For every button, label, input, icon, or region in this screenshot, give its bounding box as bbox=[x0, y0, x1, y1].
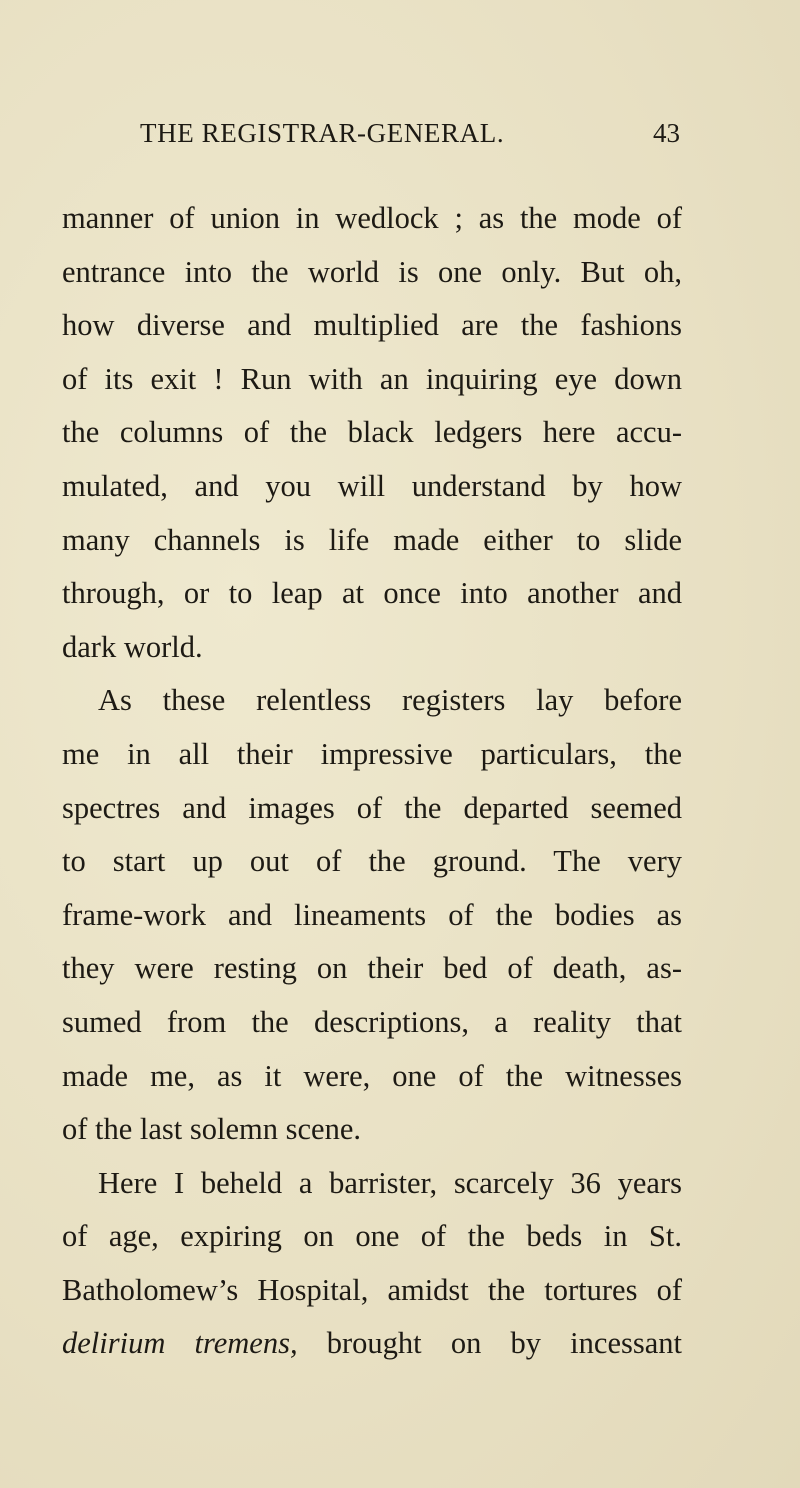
text-line: manner of union in wedlock ; as the mode of bbox=[62, 201, 682, 235]
text-line: of its exit ! Run with an inquiring eye down bbox=[62, 361, 682, 396]
text-line: me in all their impressive particulars, the bbox=[62, 736, 682, 771]
running-head bbox=[140, 118, 680, 158]
text-line: through, or to leap at once into another and bbox=[62, 576, 682, 611]
text-line bbox=[62, 1317, 682, 1371]
text-line: they were resting on their bed of death, as- bbox=[62, 951, 682, 986]
text-line: entrance into the world is one only. But oh, bbox=[62, 254, 682, 289]
paragraph-end-line: of the last solemn scene. bbox=[62, 1112, 361, 1147]
text-line: frame-work and lineaments of the bodies as bbox=[62, 897, 682, 932]
text-line: the columns of the black ledgers here accu- bbox=[62, 415, 682, 450]
text-line: of age, expiring on one of the beds in St. bbox=[62, 1219, 682, 1254]
text-line: mulated, and you will understand by how bbox=[62, 468, 682, 503]
paragraph-start-line: As these relentless registers lay before bbox=[98, 683, 682, 718]
text-line: made me, as it were, one of the witnesses bbox=[62, 1058, 682, 1093]
page-number: 43 bbox=[653, 118, 680, 148]
text-line: many channels is life made either to slide bbox=[62, 522, 682, 557]
text-line: Batholomew’s Hospital, amidst the tortures of bbox=[62, 1272, 682, 1307]
text-line: to start up out of the ground. The very bbox=[62, 844, 682, 879]
paragraph-end-line: dark world. bbox=[62, 629, 203, 664]
running-title: THE REGISTRAR-GENERAL. bbox=[140, 118, 505, 148]
text-line: sumed from the descriptions, a reality that bbox=[62, 1004, 682, 1039]
text-line: spectres and images of the departed seemed bbox=[62, 790, 682, 825]
italic-phrase: delirium tremens, bbox=[62, 1326, 298, 1361]
paragraph-start-line: Here I beheld a barrister, scarcely 36 years bbox=[98, 1165, 682, 1200]
text-fragment: brought on by incessant bbox=[297, 1326, 682, 1361]
body-text bbox=[62, 192, 682, 1371]
text-line: how diverse and multiplied are the fashions bbox=[62, 308, 682, 343]
